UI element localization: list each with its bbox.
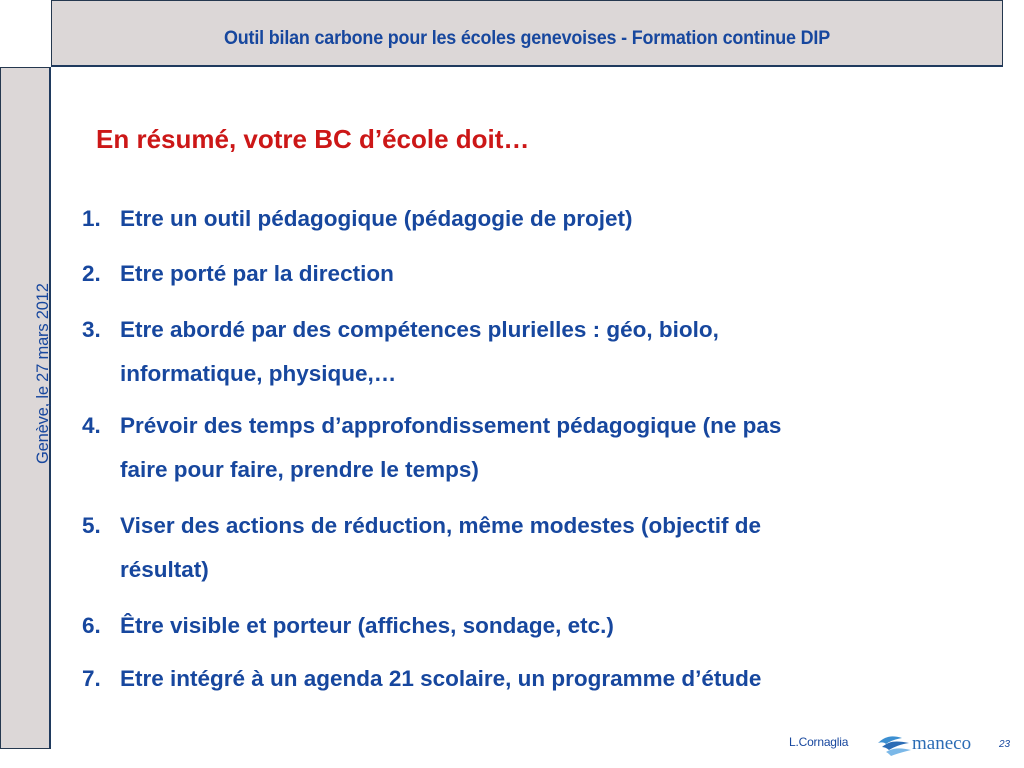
list-item-text: Etre intégré à un agenda 21 scolaire, un programme d’étude [120, 666, 762, 691]
list-item-number: 5. [82, 513, 101, 538]
list-item-text: informatique, physique,… [120, 361, 397, 386]
maneco-logo-text: maneco [912, 733, 972, 754]
list-item-text: Etre abordé par des compétences plurielles : géo, biolo, [120, 317, 719, 342]
list-item-text: Être visible et porteur (affiches, sondage, etc.) [120, 613, 614, 638]
maneco-logo [876, 730, 986, 758]
list-item-number: 6. [82, 613, 101, 638]
page-number: 23 [999, 739, 1011, 750]
footer-author: L.Cornaglia [789, 735, 849, 749]
list-item-text: faire pour faire, prendre le temps) [120, 457, 479, 482]
slide-heading: En résumé, votre BC d’école doit… [96, 124, 530, 154]
list-item-number: 2. [82, 261, 101, 286]
list-item-number: 1. [82, 206, 101, 231]
list-item-number: 7. [82, 666, 101, 691]
header-title: Outil bilan carbone pour les écoles genevoises - Formation continue DIP [224, 27, 830, 49]
list-item-text: Etre porté par la direction [120, 261, 394, 286]
list-item-text: résultat) [120, 557, 209, 582]
list-item-number: 3. [82, 317, 101, 342]
sidebar-date-text: Genève, le 27 mars 2012 [34, 283, 52, 464]
list-item-number: 4. [82, 413, 101, 438]
maneco-logo-icon [876, 730, 912, 758]
list-item-text: Viser des actions de réduction, même modestes (objectif de [120, 513, 762, 538]
list-item-text: Etre un outil pédagogique (pédagogie de projet) [120, 206, 633, 231]
list-item-text: Prévoir des temps d’approfondissement pédagogique (ne pas [120, 413, 782, 438]
